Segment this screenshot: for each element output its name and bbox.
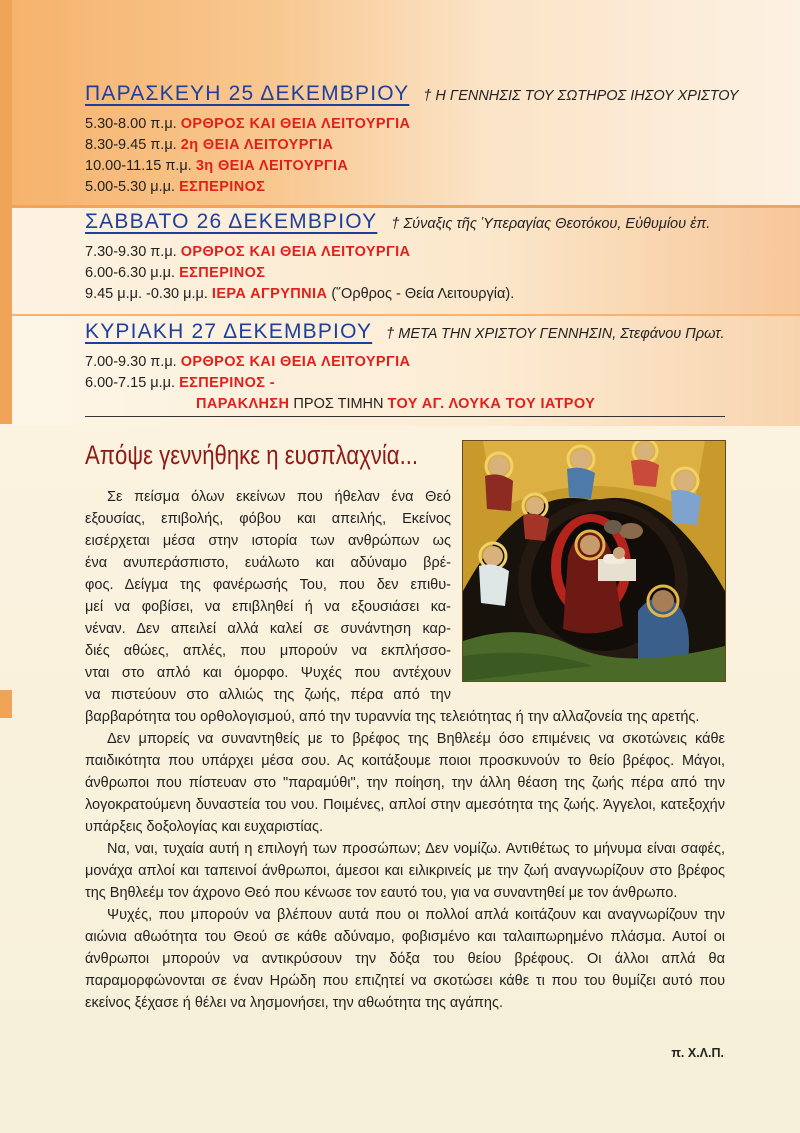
text-line: εξουσίας, επιβολής, φόβου και απειλής, Εκείνος [85,511,451,527]
text-line: νται στο απλό και όμορφο. Ψυχές που αντέχουν [85,665,451,681]
text-line: διές αθώες, απλές, που μπορούν να εκπλήσσο- [85,643,451,659]
service-line: 9.45 μ.μ. -0.30 μ.μ. ΙΕΡΑ ΑΓΡΥΠΝΙΑ (῞Ορθρος - Θεία Λειτουργία). [85,286,515,302]
service-line: 7.30-9.30 π.μ. ΟΡΘΡΟΣ ΚΑΙ ΘΕΙΑ ΛΕΙΤΟΥΡΓΙΑ [85,244,411,260]
text-line: να πιστεύουν στο αλλιώς της ζωής, πέρα από την [85,687,451,703]
text-line: ένα ανυπεράσπιστο, ευάλωτο και αδύναμο βρέ- [85,555,451,571]
article-body [85,486,725,1014]
service-line: 5.30-8.00 π.μ. ΟΡΘΡΟΣ ΚΑΙ ΘΕΙΑ ΛΕΙΤΟΥΡΓΙΑ [85,116,411,132]
section-divider [85,416,725,417]
day-block-friday [85,82,739,198]
feast-name: † Η ΓΕΝΝΗΣΙΣ ΤΟΥ ΣΩΤΗΡΟΣ ΙΗΣΟΥ ΧΡΙΣΤΟΥ [423,88,739,104]
text-line: μεί να φοβίσει, να επιβληθεί ή να εξουσιάσει κα- [85,599,451,615]
day-title: ΠΑΡΑΣΚΕΥΗ 25 ΔΕΚΕΜΒΡΙΟΥ [85,82,410,105]
service-list [85,352,730,415]
left-edge-tab-lower [0,690,12,718]
paragraph-4: Ψυχές, που μπορούν να βλέπουν αυτά που οι πολλοί απλά κοιτάζουν και αναγνωρίζουν την αιώνια αθωότητα του Θεού σε κάθε αδύναμο, φοβισμένο και ταλαιπωρημένο πλάσμα. Αυτοί οι άνθρωποι μπορούν να αντικρύσουν την δόξα του θείου βρέφους. Οι άλλοι απλά θα παραμορφώνονται σε έναν Ηρώδη που επιζητεί να σκοτώσει κάθε τι που του θυμίζει αυτό που εκείνος ξέχασε ή θέλει να λησμονήσει, την αθωότητα της αγάπης. [85,907,725,1011]
day-block-saturday [85,210,730,305]
text-line: νέναν. Δεν απειλεί αλλά καλεί σε συνάντηση καρ- [85,621,451,637]
paragraph-2: Δεν μπορείς να συναντηθείς με το βρέφος της Βηθλεέμ όσο επιμένεις να σκοτώνεις κάθε παιδικότητα που υπάρχει μέσα σου. Ας κοιτάξουμε ποιοι προσκυνούν το θείο βρέφος. Μάγοι, άνθρωποι που πίστευαν στο "παραμύθι", την ποίηση, την άλλη θέαση της ζωής πέρα από την λογοκρατούμενη δυναστεία του νου. Ποιμένες, απλοί στην αμεσότητα της ζωής. Άγγελοι, κατεξοχήν υπάρξεις δοξολογίας και ευχαριστίας. [85,731,725,835]
service-list [85,114,730,198]
day-title: ΚΥΡΙΑΚΗ 27 ΔΕΚΕΜΒΡΙΟΥ [85,320,373,343]
author-signature: π. Χ.Λ.Π. [671,1046,724,1060]
service-line: 10.00-11.15 π.μ. 3η ΘΕΙΑ ΛΕΙΤΟΥΡΓΙΑ [85,158,349,174]
article-wrap-lines [85,486,451,706]
service-line: 6.00-6.30 μ.μ. ΕΣΠΕΡΙΝΟΣ [85,265,266,281]
feast-name: † ΜΕΤΑ ΤΗΝ ΧΡΙΣΤΟΥ ΓΕΝΝΗΣΙΝ, Στεφάνου Πρωτ. [386,326,725,342]
article-title: Απόψε γεννήθηκε η ευσπλαχνία... [85,440,419,470]
service-line: 5.00-5.30 μ.μ. ΕΣΠΕΡΙΝΟΣ [85,179,266,195]
paragraph-3: Να, ναι, τυχαία αυτή η επιλογή των προσώπων; Δεν νομίζω. Αντιθέτως το μήνυμα είναι σαφές, μονάχα απλοί και ταπεινοί άνθρωποι, άμεσοι και ειλικρινείς με την ζωή αναγνωρίζουν στο βρέφος της Βηθλεέμ τον άχρονο Θεό που κένωσε τον εαυτό του, για να συναντηθεί με τον άνθρωπο. [85,841,725,901]
text-line: εισέρχεται μέσα στην ιστορία των ανθρώπων ως [85,533,451,549]
day-title: ΣΑΒΒΑΤΟ 26 ΔΕΚΕΜΒΡΙΟΥ [85,210,378,233]
day-block-sunday [85,320,730,415]
service-line-paraklisi: ΠΑΡΑΚΛΗΣΗ ΠΡΟΣ ΤΙΜΗΝ ΤΟΥ ΑΓ. ΛΟΥΚΑ ΤΟΥ ΙΑΤΡΟΥ [196,396,596,412]
feast-name: † Σύναξις τῆς Ὑπεραγίας Θεοτόκου, Εὐθυμίου ἐπ. [391,216,711,232]
paragraph-1-continued: βαρβαρότητα του ορθολογισμού, από την τυραννία της τελειότητας ή την αλλαζονεία της αρετής. [85,709,700,725]
service-line: 8.30-9.45 π.μ. 2η ΘΕΙΑ ΛΕΙΤΟΥΡΓΙΑ [85,137,334,153]
service-list [85,242,730,305]
service-line: 7.00-9.30 π.μ. ΟΡΘΡΟΣ ΚΑΙ ΘΕΙΑ ΛΕΙΤΟΥΡΓΙΑ [85,354,411,370]
left-edge-tab [0,0,12,424]
service-line: 6.00-7.15 μ.μ. ΕΣΠΕΡΙΝΟΣ - [85,375,276,391]
text-line: Σε πείσμα όλων εκείνων που ήθελαν ένα Θεό [107,489,451,505]
text-line: φος. Δείγμα της φανέρωσής Του, που δεν επιθυ- [85,577,451,593]
